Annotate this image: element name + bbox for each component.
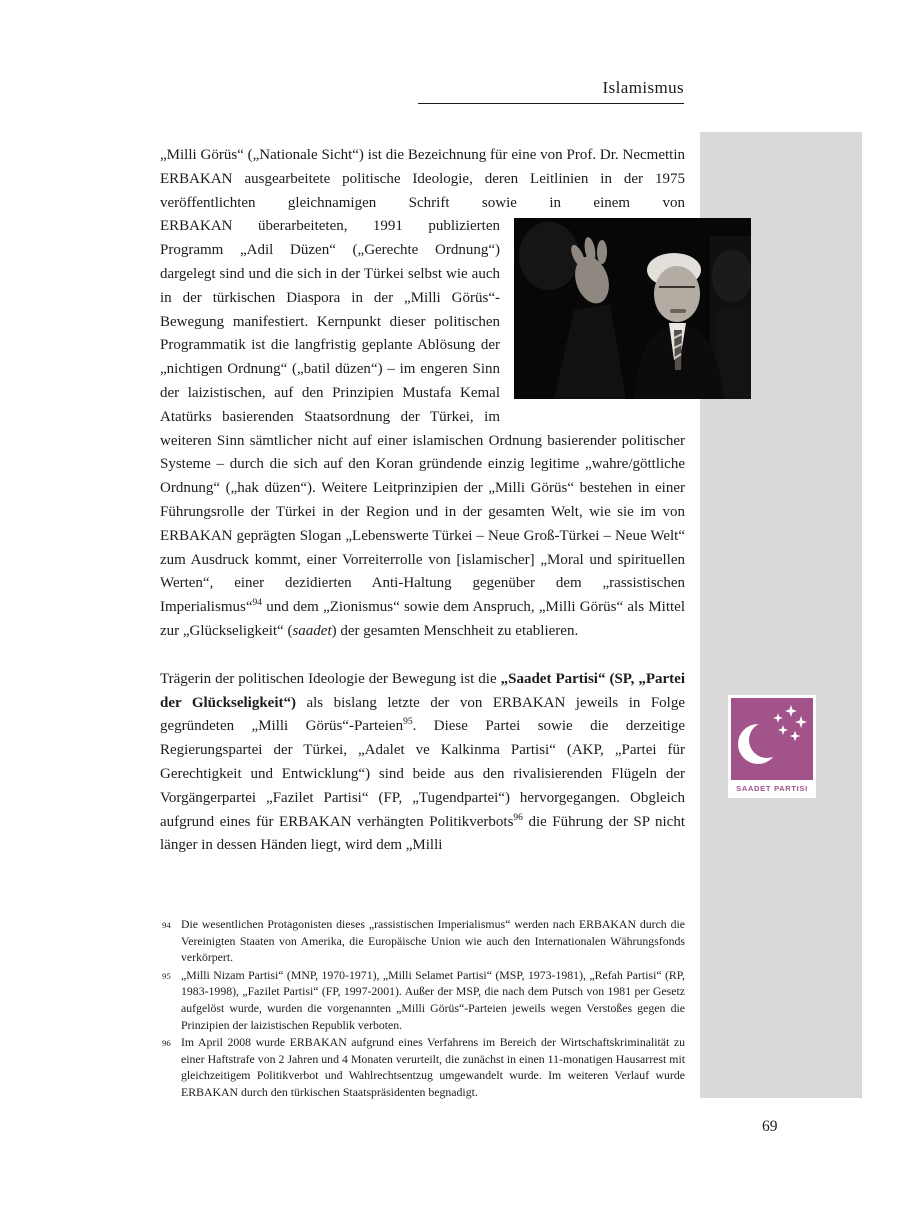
footnote-text: „Milli Nizam Partisi“ (MNP, 1970-1971), „Milli Selamet Partisi“ (MSP, 1973-1981), „Refah Partisi“ (RP, 1983-1998), „Fazilet Partisi“ (FP, 1997-2001). Außer der MSP, die nach dem Putsch von 1981 per Gesetz aufgelöst wurde, wurden die vorgenannten „Milli Görüs“-Parteien jeweils wegen Verstoßes gegen die Prinzipien der laizistischen Republik verboten.: [181, 967, 685, 1032]
footnote-ref-94: 94: [252, 598, 262, 609]
erbakan-photo-illustration: [514, 218, 751, 399]
p1-text-1: „Milli Görüs“ („Nationale Sicht“) ist die Bezeichnung für eine von Prof. Dr. Necmettin ERBAKAN ausgearbeitete politische Ideologie, deren Leitlinien in der 1975 veröffentlichten gleichnamigen Schrift sowie in einem von: [160, 147, 685, 211]
saadet-logo-emblem: [731, 698, 813, 780]
footnote-96: [160, 1034, 685, 1100]
page-number: 69: [762, 1118, 778, 1135]
p1-text-3: und dem „Zionismus“ sowie dem Anspruch, „Milli Görüs“ als Mittel zur „Glückseligkeit“ (: [160, 599, 685, 639]
p1-saadet-italic: saadet: [292, 622, 332, 639]
footnote-ref-96: 96: [513, 812, 523, 823]
p2-text-2: als bislang letzte der von ERBAKAN jeweils in Folge gegründeten „Milli Görüs“-Parteien: [160, 694, 685, 735]
paragraph-2: [160, 668, 685, 858]
p1-text-4: ) der gesamten Menschheit zu etablieren.: [331, 622, 579, 639]
footnote-number: 96: [162, 1038, 171, 1049]
logo-label: SAADET PARTISI: [731, 780, 813, 795]
p2-text-4: die Führung der SP nicht länger in dessen Händen liegt, wird dem „Milli: [160, 813, 685, 854]
saadet-partisi-logo: [728, 695, 816, 798]
saadet-partisi-bold: „Saadet Partisi“ (SP, „Partei der Glückseligkeit“): [160, 670, 685, 711]
p1-text-2: ERBAKAN überarbeiteten, 1991 publizierten Programm „Adil Düzen“ („Gerechte Ordnung“) dargelegt sind und die sich in der Türkei selbst wie auch in der türkischen Diaspora in der „Milli Görüs“-Bewegung manifestiert. Kernpunkt dieser politischen Programmatik ist die langfristig geplante Ablösung der „nichtigen Ordnung“ („batil düzen“) – im engeren Sinn der laizistischen, auf den Prinzipien Mustafa Kemal Atatürks basierenden Staatsordnung der Türkei, im weiteren Sinn sämtlicher nicht auf einer islamischen Ordnung basierender politischer Systeme – durch die sich auf den Koran gründende einzig legitime „wahre/göttliche Ordnung“ („hak düzen“). Weitere Leitprinzipien der „Milli Görüs“ bestehen in einer Führungsrolle der Türkei in der Region und in der gesamten Welt, wie sie im von ERBAKAN geprägten Slogan „Lebenswerte Türkei – Neue Groß-Türkei – Neue Welt“ zum Ausdruck kommt, einer Vorreiterrolle von [islamischer] „Moral und spirituellen Werten“, einer dezidierten Anti-Haltung gegenüber dem „rassistischen Imperialismus“: [160, 218, 685, 616]
footnote-number: 94: [162, 920, 171, 930]
footnote-ref-95: 95: [403, 717, 413, 728]
p2-text-3: . Diese Partei sowie die derzeitige Regierungspartei der Türkei, „Adalet ve Kalkinma Partisi“ (AKP, „Partei für Gerechtigkeit und Entwicklung“) sind beide aus den rivalisierenden Flügeln der Vorgängerpartei „Fazilet Partisi“ (FP, „Tugendpartei“) hervorgegangen. Obgleich aufgrund eines für ERBAKAN verhängten Politikverbots: [160, 718, 685, 830]
footnote-95: [160, 967, 685, 1033]
paragraph-1-continued: [160, 215, 685, 643]
footnote-94: [160, 916, 685, 966]
footnote-text: Im April 2008 wurde ERBAKAN aufgrund eines Verfahrens im Bereich der Wirtschaftskriminalität zu einer Haftstrafe von 2 Jahren und 4 Monaten verurteilt, die zunächst in einen 11-monatigen Hausarrest mit gleichzeitigem Politikverbot und Wahlrechtsentzug umgewandelt wurde. Im weiteren Verlauf wurde ERBAKAN durch den türkischen Staatspräsidenten begnadigt.: [181, 1035, 685, 1099]
body-text: [160, 144, 685, 858]
running-head-title: Islamismus: [602, 78, 684, 97]
paragraph-1-intro: [160, 144, 685, 215]
footnote-text: Die wesentlichen Protagonisten dieses „rassistischen Imperialismus“ werden nach ERBAKAN durch die Vereinigten Staaten von Amerika, die Europäische Union wie auch den Internationalen Währungsfonds verkörpert.: [181, 917, 685, 965]
p2-text-1: Trägerin der politischen Ideologie der Bewegung ist die: [160, 670, 501, 687]
footnote-number: 95: [162, 970, 171, 981]
erbakan-photo: [514, 218, 751, 399]
footnotes-section: [160, 916, 685, 1102]
running-head: [418, 78, 684, 104]
